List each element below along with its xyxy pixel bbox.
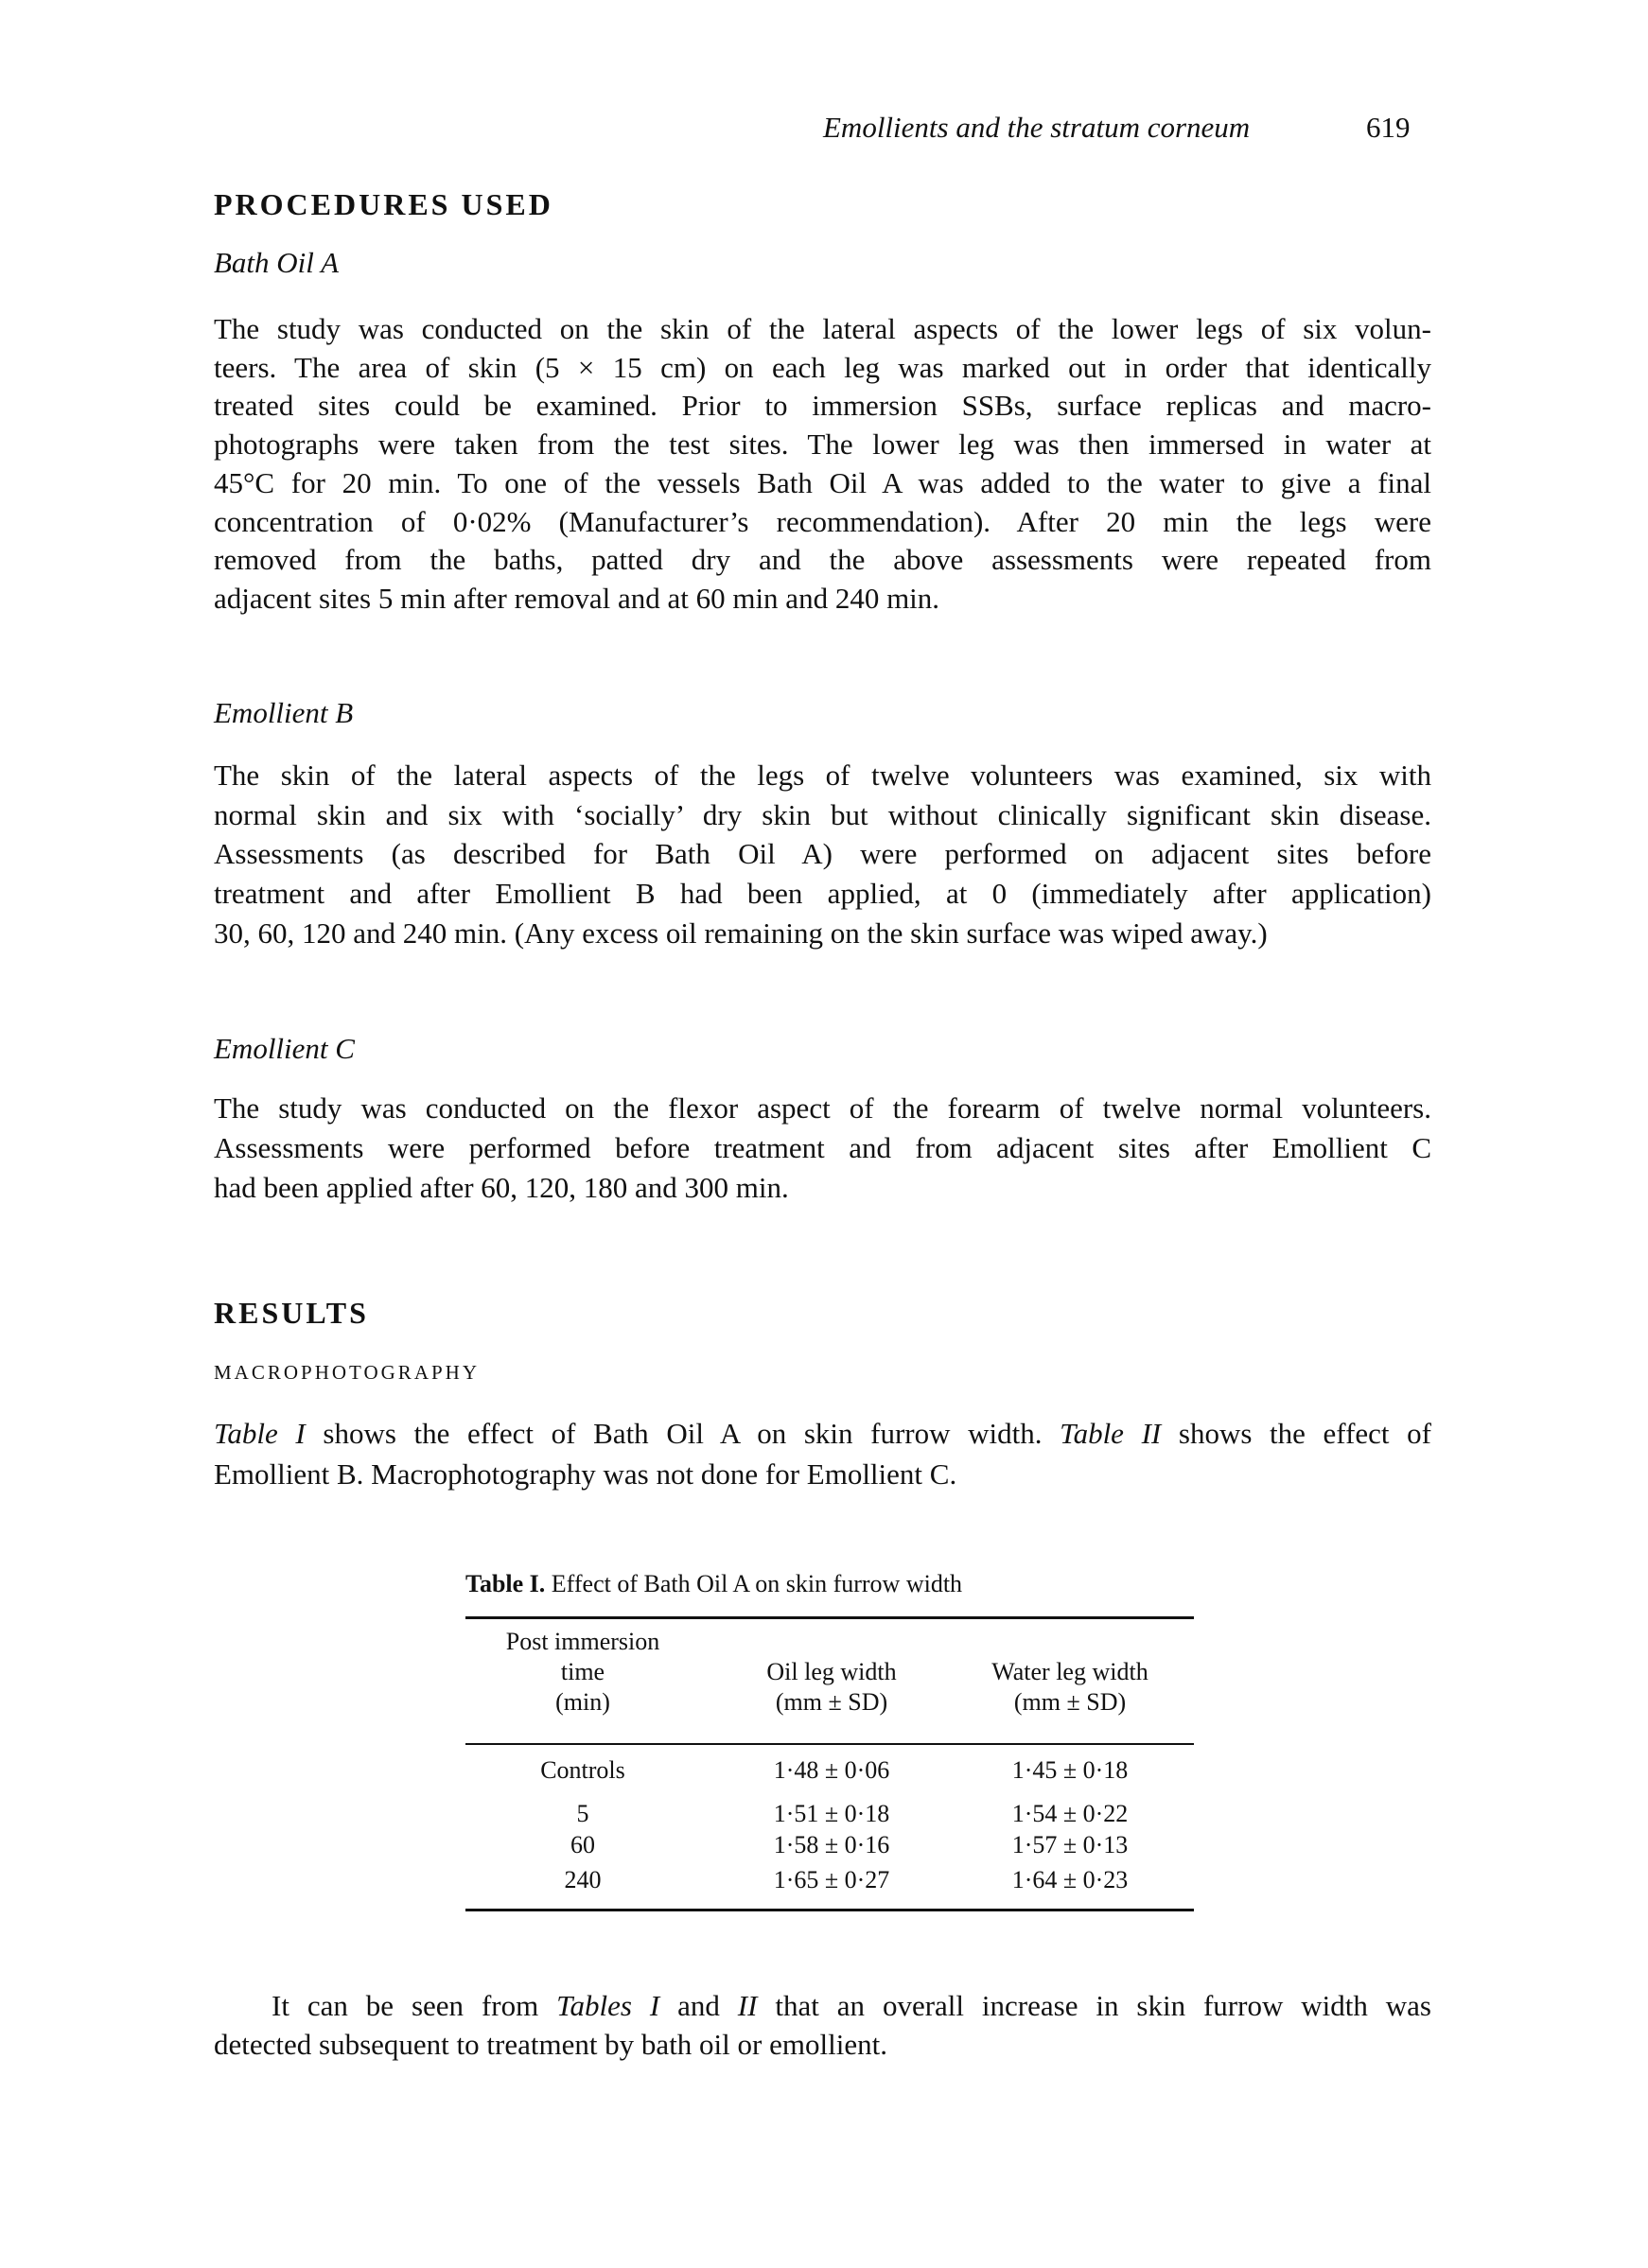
table-header-rule <box>465 1743 1194 1745</box>
table-ref: Table I <box>214 1417 306 1450</box>
table-caption <box>465 1570 962 1598</box>
text: that an overall increase in skin furrow width was <box>757 1989 1431 2022</box>
table-ref: Table II <box>1060 1417 1162 1450</box>
table-bottom-rule <box>465 1909 1194 1911</box>
table-cell-water: 1·57 ± 0·13 <box>1011 1831 1129 1858</box>
text-line: 45°C for 20 min. To one of the vessels Bath Oil A was added to the water to give a final <box>214 465 1431 499</box>
table-cell-oil: 1·48 ± 0·06 <box>773 1756 890 1784</box>
header-line: (mm ± SD) <box>1013 1688 1127 1716</box>
table-cell-oil: 1·51 ± 0·18 <box>773 1800 890 1827</box>
running-title: Emollients and the stratum corneum <box>823 111 1251 144</box>
text-line: removed from the baths, patted dry and the above assessments were repeated from <box>214 543 1431 577</box>
text-line: had been applied after 60, 120, 180 and 300 min. <box>214 1171 789 1204</box>
table-ref: II <box>737 1989 758 2022</box>
table-ref: Tables I <box>556 1989 660 2022</box>
text-line: normal skin and six with ‘socially’ dry skin but without clinically significant skin disease. <box>214 797 1431 831</box>
results-intro-line <box>214 1415 1431 1453</box>
results-intro-line: Emollient B. Macrophotography was not done for Emollient C. <box>214 1457 957 1491</box>
text-line: teers. The area of skin (5 × 15 cm) on each leg was marked out in order that identically <box>214 350 1431 384</box>
text: It can be seen from <box>272 1989 557 2022</box>
subheading-emollient-b: Emollient B <box>214 696 354 729</box>
header-line: time <box>560 1658 605 1685</box>
col-header-water <box>928 1657 1212 1718</box>
text: shows the effect of <box>1161 1417 1431 1450</box>
text-line: photographs were taken from the test sites. The lower leg was then immersed in water at <box>214 427 1431 462</box>
text-line: Assessments were performed before treatment and from adjacent sites after Emollient C <box>214 1131 1431 1164</box>
table-cell-water: 1·54 ± 0·22 <box>1011 1800 1129 1827</box>
conclusion-line <box>272 1987 1431 2025</box>
table-cell-water: 1·45 ± 0·18 <box>1011 1756 1129 1784</box>
conclusion-line: detected subsequent to treatment by bath oil or emollient. <box>214 2028 887 2061</box>
section-heading-results: RESULTS <box>214 1296 369 1330</box>
table-cell-water: 1·64 ± 0·23 <box>1011 1866 1129 1893</box>
text-line: Assessments (as described for Bath Oil A) were performed on adjacent sites before <box>214 837 1431 871</box>
col-header-time <box>441 1627 725 1718</box>
text: and <box>659 1989 738 2022</box>
caption-label: Table I. <box>465 1570 546 1597</box>
table-cell-time: 240 <box>564 1866 602 1893</box>
header-line: Water leg width <box>991 1658 1148 1685</box>
section-heading-procedures: PROCEDURES USED <box>214 187 553 221</box>
text-line: 30, 60, 120 and 240 min. (Any excess oil remaining on the skin surface was wiped away.) <box>214 916 1268 950</box>
table-cell-oil: 1·58 ± 0·16 <box>773 1831 890 1858</box>
text-line: concentration of 0·02% (Manufacturer’s recommendation). After 20 min the legs were <box>214 504 1431 538</box>
text: shows the effect of Bath Oil A on skin furrow width. <box>305 1417 1061 1450</box>
text-line: adjacent sites 5 min after removal and at 60 min and 240 min. <box>214 581 940 615</box>
text-line: treated sites could be examined. Prior to immersion SSBs, surface replicas and macro- <box>214 389 1431 423</box>
subheading-bath-oil-a: Bath Oil A <box>214 246 340 279</box>
header-line: (mm ± SD) <box>775 1688 888 1716</box>
header-line: Oil leg width <box>766 1658 897 1685</box>
caption-text: Effect of Bath Oil A on skin furrow width <box>545 1570 963 1597</box>
text-line: treatment and after Emollient B had been applied, at 0 (immediately after application) <box>214 877 1431 911</box>
header-line: Post immersion <box>505 1628 660 1655</box>
subheading-emollient-c: Emollient C <box>214 1032 355 1065</box>
table-cell-time: 5 <box>576 1800 589 1827</box>
table-cell-time: 60 <box>570 1831 595 1858</box>
table-cell-oil: 1·65 ± 0·27 <box>773 1866 890 1893</box>
text-line: The study was conducted on the flexor aspect of the forearm of twelve normal volunteers. <box>214 1091 1431 1125</box>
page-number: 619 <box>1366 111 1411 144</box>
table-top-rule <box>465 1616 1194 1619</box>
subheading-macrophotography: MACROPHOTOGRAPHY <box>214 1361 480 1384</box>
table-cell-time: Controls <box>540 1756 625 1784</box>
header-line: (min) <box>555 1688 610 1716</box>
text-line: The study was conducted on the skin of the lateral aspects of the lower legs of six volun- <box>214 312 1431 345</box>
text-line: The skin of the lateral aspects of the legs of twelve volunteers was examined, six with <box>214 759 1431 792</box>
